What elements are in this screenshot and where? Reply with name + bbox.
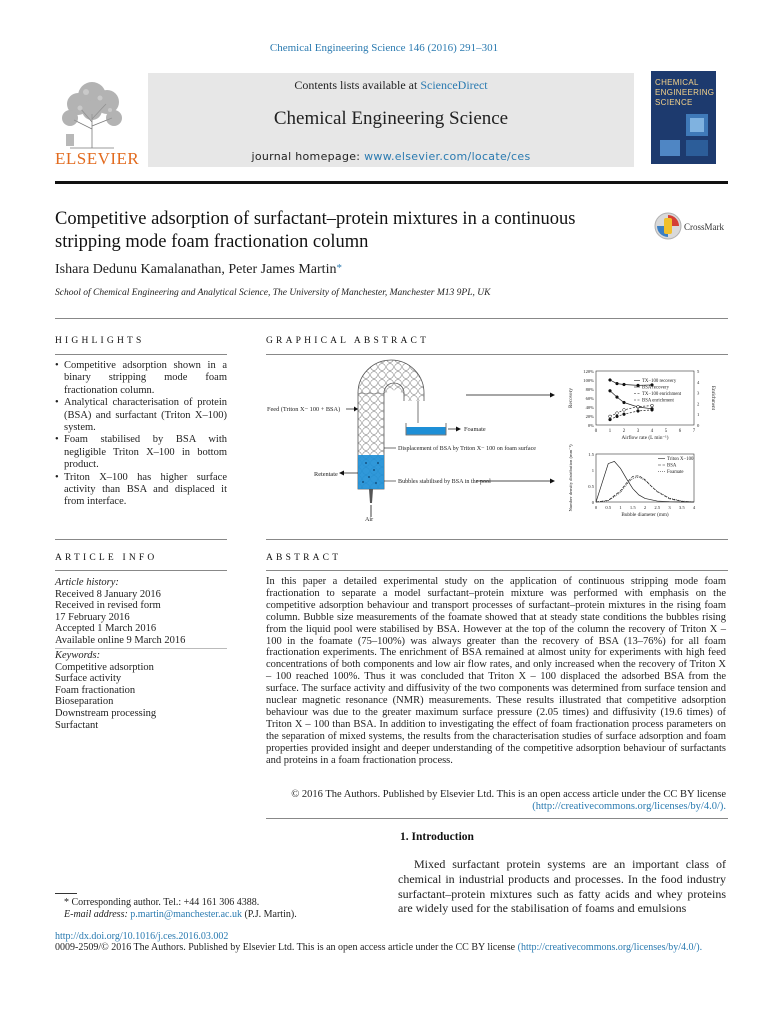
journal-homepage <box>148 150 634 163</box>
y-tick-label: 120% <box>583 369 594 374</box>
contents-line <box>148 78 634 93</box>
authors: Ishara Dedunu Kamalanathan, Peter James Martin <box>55 262 337 277</box>
legend-label: Foamate <box>667 470 684 475</box>
x-tick-label: 3.5 <box>678 505 685 510</box>
y-tick-label: 0.5 <box>588 484 594 489</box>
homepage-label: journal homepage: <box>251 150 361 163</box>
affiliation: School of Chemical Engineering and Analytical Science, The University of Manchester, Manchester M13 9PL, UK <box>55 288 491 298</box>
data-point <box>616 382 619 385</box>
crossmark-label: CrossMark <box>684 222 724 232</box>
article-title: Competitive adsorption of surfactant–protein mixtures in a continuous stripping mode foam fractionation column <box>55 209 576 252</box>
elsevier-wordmark: ELSEVIER <box>55 149 140 168</box>
divider <box>55 648 227 649</box>
keywords-label: Keywords: <box>55 650 101 661</box>
x-axis-label: Airflow rate (L min⁻¹) <box>621 435 669 441</box>
y-tick-label: 20% <box>585 414 594 419</box>
corresponding-author-mark[interactable]: * <box>336 262 342 274</box>
author-list <box>55 262 342 278</box>
data-point <box>616 415 619 418</box>
data-point <box>623 413 626 416</box>
y2-tick-label: 5 <box>697 369 700 374</box>
legend-label: Triton X−100 <box>667 457 694 462</box>
data-point <box>651 408 654 411</box>
y-tick-label: 60% <box>585 396 594 401</box>
y-tick-label: 1 <box>591 468 594 473</box>
highlight-item: • Triton X–100 has higher surface activity than BSA and displaced it from interface. <box>55 472 227 509</box>
keyword: Surfactant <box>55 719 99 731</box>
data-point <box>623 383 626 386</box>
history-entry: 17 February 2016 <box>55 611 130 623</box>
retentate-label: Retentate <box>314 471 338 478</box>
footnote-rule <box>55 893 77 894</box>
data-point <box>616 412 619 415</box>
x-tick-label: 2 <box>643 505 647 510</box>
foamate-label: Foamate <box>464 426 486 433</box>
legend-label: BSA enrichment <box>642 398 674 404</box>
issn-line <box>55 942 745 953</box>
x-tick-label: 0 <box>594 505 598 510</box>
divider <box>55 354 227 355</box>
data-point <box>637 405 640 408</box>
x-tick-label: 1 <box>608 429 612 434</box>
keyword: Surface activity <box>55 673 122 685</box>
y2-tick-label: 4 <box>697 379 700 385</box>
article-history <box>55 577 227 647</box>
license-link[interactable]: (http://creativecommons.org/licenses/by/4.0/). <box>532 801 726 812</box>
y2-tick-label: 1 <box>697 412 700 418</box>
history-entry: Accepted 1 March 2016 <box>55 623 157 635</box>
data-point <box>609 418 612 421</box>
history-entry: Received 8 January 2016 <box>55 588 161 600</box>
history-entry: Received in revised form <box>55 600 161 612</box>
cover-artwork <box>656 112 712 160</box>
journal-name: Chemical Engineering Science <box>273 108 509 129</box>
data-point <box>637 410 640 413</box>
x-axis-label: Bubble diameter (mm) <box>621 512 669 518</box>
series-line <box>596 476 694 502</box>
legend-label: TX−100 enrichment <box>642 392 682 397</box>
keyword: Competitive adsorption <box>55 661 154 673</box>
liquid-pool <box>358 455 384 489</box>
corresponding-text: * Corresponding author. Tel.: +44 161 306 4388. <box>64 897 260 908</box>
x-tick-label: 4 <box>650 429 654 434</box>
data-point <box>623 408 626 411</box>
y-tick-label: 40% <box>585 405 594 410</box>
graphical-abstract-figure <box>266 355 726 525</box>
data-point <box>609 415 612 418</box>
x-tick-label: 5 <box>664 429 668 434</box>
issn-text: 0009-2509/© 2016 The Authors. Published by Elsevier Ltd. This is an open access article under the CC BY license <box>55 942 516 953</box>
data-point <box>651 404 654 407</box>
email-suffix: (P.J. Martin). <box>244 908 297 920</box>
keyword: Downstream processing <box>55 707 157 719</box>
keywords-block <box>55 650 227 731</box>
sciencedirect-link[interactable]: ScienceDirect <box>420 78 488 92</box>
recovery-enrichment-chart <box>568 369 716 441</box>
highlights-heading: HIGHLIGHTS <box>55 336 145 346</box>
data-point <box>623 401 626 404</box>
article-info-heading: ARTICLE INFO <box>55 553 158 563</box>
history-label: Article history: <box>55 577 119 588</box>
keyword: Bioseparation <box>55 696 114 708</box>
x-tick-label: 2 <box>622 429 626 434</box>
x-tick-label: 6 <box>678 429 682 434</box>
x-tick-label: 0 <box>594 429 598 434</box>
y2-axis-label: Enrichment <box>710 385 716 411</box>
data-point <box>609 379 612 382</box>
legend-label: BSA recovery <box>642 385 670 391</box>
bubble-size-distribution-chart <box>568 444 696 518</box>
divider <box>266 818 728 819</box>
email-label: E-mail address: <box>64 908 128 920</box>
divider <box>266 539 728 540</box>
crossmark-badge[interactable] <box>654 212 728 242</box>
graphical-abstract-heading: GRAPHICAL ABSTRACT <box>266 336 430 346</box>
keyword: Foam fractionation <box>55 684 136 696</box>
y-tick-label: 0 <box>591 500 594 505</box>
legend-label: TX−100 recovery <box>642 379 677 384</box>
abstract-copyright <box>266 789 726 813</box>
corresponding-author-footnote <box>64 897 394 920</box>
elsevier-tree-logo <box>52 74 132 152</box>
bubbles-label: Bubbles stabilised by BSA in the pool <box>398 479 491 485</box>
homepage-link[interactable]: www.elsevier.com/locate/ces <box>364 150 531 163</box>
data-point <box>609 389 612 392</box>
series-line <box>610 410 652 420</box>
abstract-text: In this paper a detailed experimental study on the application of continuous stripping mode foam fractionation to separate a model surfactant–protein mixture was performed with emphasis on the competitive adsorption behaviour and transport processes of surfactant–protein mixtures in the rising foam column. Bubble size measurements of the foamate showed that at steady state conditions the bubbles rising from the liquid pool were stabilised by BSA. However at the top of the column the recovery of Triton X – 100 in the foamate (75–100%) was always greater than the recovery of BSA (13–76%) for all foam fractionation experiments. The enrichment of BSA remained at almost unity for experiments with high feed concentrations of both components and low air flow rates, and only increased when the recovery of Triton X – 100 reached 100%. Thus it was concluded that Triton X – 100 displaced the adsorbed BSA from the surface. The surface activity and diffusivity of the two components was determined from surface tension and nuclear magnetic resonance (NMR) measurements. These results illustrated that competitive adsorption behaviour was due to the greater maximum surface pressure (2.05 times) and diffusivity (19.6 times) of Triton X – 100 than BSA. In addition to investigating the effect of foam fractionation process parameters on the separation of mixed systems, the results from the characterisation studies of surface adsorption and foam properties provided insight and deeper understanding of the competitive adsorption behaviour of surfactants and proteins in a foam fractionation process. <box>266 576 726 766</box>
series-line <box>610 406 652 417</box>
foam-column <box>358 360 424 517</box>
abstract-heading: ABSTRACT <box>266 553 342 563</box>
x-tick-label: 7 <box>692 429 696 434</box>
journal-reference[interactable]: Chemical Engineering Science 146 (2016) 291–301 <box>269 42 499 54</box>
highlights-list <box>55 360 227 509</box>
cover-title-line: SCIENCE <box>655 98 693 107</box>
x-tick-label: 2.5 <box>654 505 661 510</box>
feed-label: Feed (Triton X− 100 + BSA) <box>267 406 341 413</box>
y2-tick-label: 2 <box>697 401 700 407</box>
highlight-item: • Analytical characterisation of protein (BSA) and surfactant (Triton X–100) system. <box>55 397 227 434</box>
x-tick-label: 1.5 <box>629 505 636 510</box>
introduction-text: Mixed surfactant protein systems are an important class of chemical in industrial products and processes. In the food industry surfactant–protein mixtures such as fatty acids and whey proteins are widely used for the stabilisation of foams and emulsions <box>398 857 726 916</box>
x-tick-label: 0.5 <box>605 505 612 510</box>
highlight-item: • Competitive adsorption shown in a binary stripping mode foam fractionation column. <box>55 360 227 397</box>
x-tick-label: 3 <box>668 505 671 510</box>
issn-license-link[interactable]: (http://creativecommons.org/licenses/by/4.0/). <box>517 942 703 953</box>
legend-label: BSA <box>667 463 677 469</box>
air-label: Air <box>365 517 374 523</box>
x-tick-label: 4 <box>692 505 696 510</box>
divider <box>266 570 728 571</box>
y2-tick-label: 3 <box>697 390 700 396</box>
divider <box>55 570 227 571</box>
cover-title-line: CHEMICAL <box>655 78 699 87</box>
x-tick-label: 1 <box>619 505 622 510</box>
y-tick-label: 1.5 <box>588 452 594 457</box>
x-tick-label: 3 <box>636 429 640 434</box>
introduction-heading: 1. Introduction <box>400 831 474 843</box>
copyright-text: © 2016 The Authors. Published by Elsevier Ltd. This is an open access article under the CC BY license <box>291 789 726 800</box>
cover-title <box>655 78 715 108</box>
divider <box>55 539 227 540</box>
y-tick-label: 80% <box>585 387 594 392</box>
y-tick-label: 100% <box>583 378 594 383</box>
highlight-item: • Foam stabilised by BSA with negligible Triton X–100 in bottom product. <box>55 434 227 471</box>
cover-title-line: ENGINEERING <box>655 88 715 97</box>
data-point <box>637 384 640 387</box>
displacement-label: Displacement of BSA by Triton X− 100 on foam surface <box>398 446 536 452</box>
y-axis-label: Recovery <box>568 388 574 408</box>
y-tick-label: 0% <box>587 423 594 428</box>
email-link[interactable]: p.martin@manchester.ac.uk <box>130 908 242 920</box>
header-rule <box>55 181 728 184</box>
y2-tick-label: 0 <box>697 423 700 428</box>
doi-link[interactable]: http://dx.doi.org/10.1016/j.ces.2016.03.002 <box>55 931 229 942</box>
data-point <box>616 396 619 399</box>
history-entry: Available online 9 March 2016 <box>55 634 186 646</box>
y-axis-label: Number density distribution (mm⁻¹) <box>568 444 573 512</box>
series-line <box>596 461 694 502</box>
contents-prefix: Contents lists available at <box>294 78 418 92</box>
divider <box>55 318 728 319</box>
